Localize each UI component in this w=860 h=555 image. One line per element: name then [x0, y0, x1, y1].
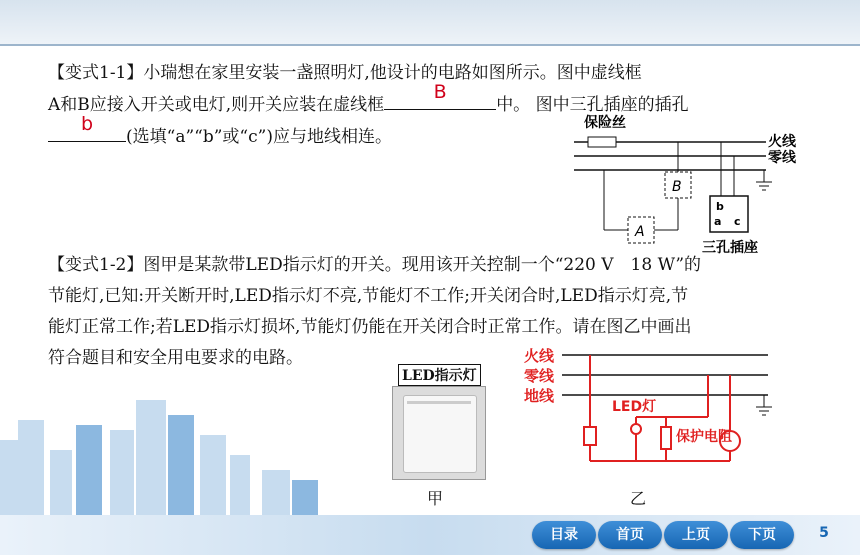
yi-led-label: LED灯 — [612, 399, 657, 415]
question-2-line3: 能灯正常工作;若LED指示灯损坏,节能灯仍能在开关闭合时正常工作。请在图乙中画出 — [48, 317, 692, 337]
question-1-line2-after: 中。 图中三孔插座的插孔 — [496, 95, 689, 115]
question-1-label: 【变式1-1】 — [48, 63, 144, 83]
nav-toc-button[interactable]: 目录 — [532, 521, 596, 549]
socket-hole-a: a — [714, 215, 722, 228]
figure-jia-caption: 甲 — [427, 489, 444, 508]
yi-neutral-label: 零线 — [524, 367, 555, 385]
answer-1: B — [433, 81, 447, 103]
box-b-label: B — [672, 179, 682, 195]
city-skyline-decoration — [0, 380, 330, 520]
socket-hole-b: b — [716, 200, 724, 213]
question-1-line1: 小瑞想在家里安装一盏照明灯,他设计的电路如图所示。图中虚线框 — [143, 63, 642, 83]
nav-next-button[interactable]: 下页 — [730, 521, 794, 549]
answer-blank-2 — [48, 113, 126, 142]
circuit-figure-1 — [574, 112, 814, 260]
resistor-symbol — [661, 427, 671, 449]
question-2-line1: 图甲是某款带LED指示灯的开关。现用该开关控制一个“220 V 18 W”的 — [143, 255, 702, 275]
figure-yi-caption: 乙 — [630, 489, 647, 508]
led-switch-photo — [392, 386, 486, 480]
fuse-symbol — [588, 137, 616, 147]
nav-prev-button[interactable]: 上页 — [664, 521, 728, 549]
socket-label: 三孔插座 — [702, 240, 758, 256]
led-symbol — [631, 424, 641, 434]
socket-hole-c: c — [734, 215, 741, 228]
question-2-label: 【变式1-2】 — [48, 255, 144, 275]
yi-resistor-label: 保护电阻 — [676, 429, 732, 445]
nav-home-button[interactable]: 首页 — [598, 521, 662, 549]
led-indicator-label: LED指示灯 — [398, 364, 481, 386]
yi-live-label: 火线 — [524, 347, 555, 365]
neutral-wire-label: 零线 — [768, 150, 796, 166]
question-2-line4: 符合题目和安全用电要求的电路。 — [48, 348, 303, 368]
header-divider — [0, 44, 860, 46]
question-2-line2: 节能灯,已知:开关断开时,LED指示灯不亮,节能灯不工作;开关闭合时,LED指示灯亮,节 — [48, 286, 689, 306]
answer-blank-1 — [384, 81, 496, 110]
switch-symbol — [584, 427, 596, 445]
page-number: 5 — [819, 525, 829, 541]
question-1-line2-before: A和B应接入开关或电灯,则开关应装在虚线框 — [48, 95, 385, 115]
question-1-line3: (选填“a”“b”或“c”)应与地线相连。 — [126, 127, 392, 147]
fuse-label: 保险丝 — [584, 115, 626, 131]
yi-ground-label: 地线 — [524, 387, 555, 405]
header-bar — [0, 0, 860, 44]
live-wire-label: 火线 — [768, 134, 796, 150]
circuit-figure-2 — [520, 345, 780, 485]
box-a-label: A — [635, 224, 645, 240]
answer-2: b — [80, 113, 94, 135]
